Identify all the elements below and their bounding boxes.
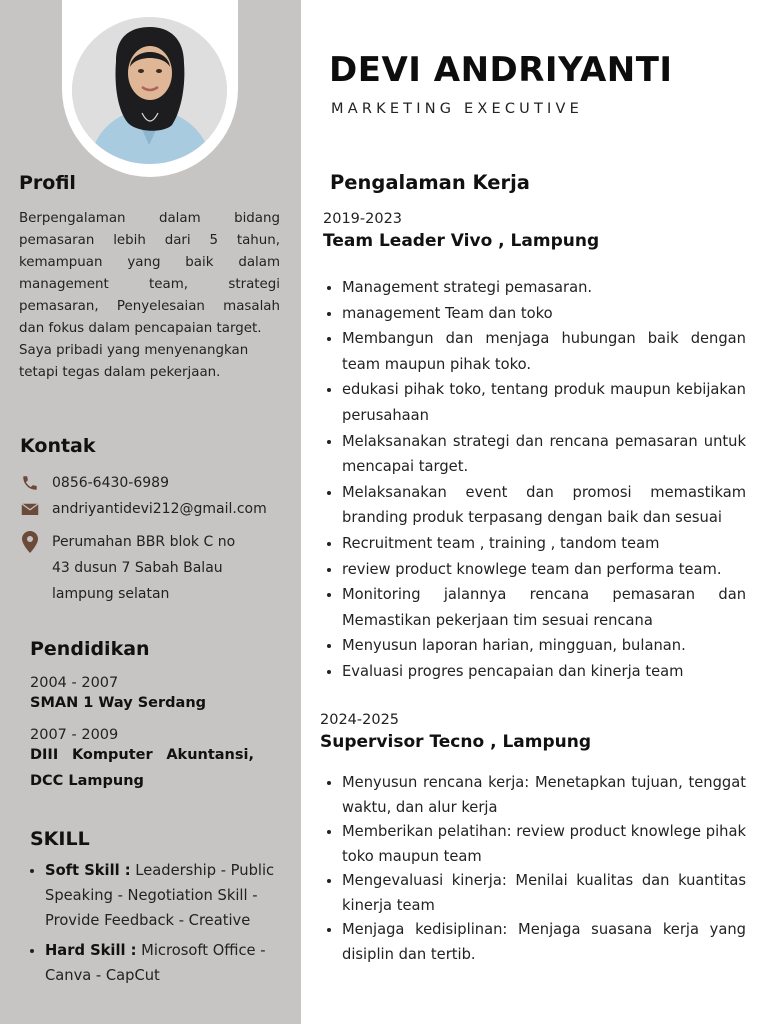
list-item: • Menyusun laporan harian, mingguan, bulanan. [342,633,746,659]
job-title: Supervisor Tecno , Lampung [320,732,592,752]
contact-address-row [19,529,252,607]
list-item: • management Team dan toko [342,301,746,327]
phone-icon [19,470,41,496]
soft-skill-value: Leadership - Public Speaking - Negotiation Skill - Provide Feedback - Creative [45,862,275,929]
hard-skill-value: Microsoft Office - Canva - CapCut [45,942,266,984]
address: Perumahan BBR blok C no 43 dusun 7 Sabah Balau lampung selatan [52,534,236,602]
list-item: • Melaksanakan event dan promosi memastikam branding produk terpasang dengan baik dan sesuai [342,480,746,531]
list-item: • Membangun dan menjaga hubungan baik dengan team maupun pihak toko. [342,326,746,377]
list-item: • Mengevaluasi kinerja: Menilai kualitas dan kuantitas kinerja team [342,869,746,918]
experience-heading: Pengalaman Kerja [330,171,530,194]
profile-summary [19,208,280,384]
education-years: 2007 - 2009 [30,727,119,743]
phone-number[interactable]: 0856-6430-6989 [52,475,169,491]
list-item: • Management strategi pemasaran. [342,275,746,301]
job-title: Team Leader Vivo , Lampung [323,231,600,251]
education-heading: Pendidikan [30,638,150,660]
contact-heading: Kontak [20,435,96,457]
full-name: DEVI ANDRIYANTI [329,50,673,90]
profile-heading: Profil [19,172,76,194]
list-item: • Melaksanakan strategi dan rencana pemasaran untuk mencapai target. [342,429,746,480]
list-item: • review product knowlege team dan performa team. [342,557,746,583]
skill-list [24,858,307,993]
list-item: • Menjaga kedisiplinan: Menjaga suasana kerja yang disiplin dan tertib. [342,918,746,967]
list-item: • Menyusun rencana kerja: Menetapkan tujuan, tenggat waktu, dan alur kerja [342,771,746,820]
contact-phone-row [19,470,264,496]
list-item: • Recruitment team , training , tandom team [342,531,746,557]
mail-icon [19,496,41,522]
job-years: 2024-2025 [320,712,400,728]
job-duties-list [320,771,746,967]
contact-email-row [19,496,267,522]
education-school: DCC Lampung [30,773,144,789]
list-item [45,938,307,988]
education-school: DIII Komputer Akuntansi, [30,747,254,763]
job-duties-list [320,275,746,685]
list-item: • Memberikan pelatihan: review product knowlege pihak toko maupun team [342,820,746,869]
education-years: 2004 - 2007 [30,675,119,691]
list-item: • edukasi pihak toko, tentang produk maupun kebijakan perusahaan [342,377,746,428]
profile-paragraph: Saya pribadi yang menyenangkan tetapi tegas dalam pekerjaan. [19,343,249,380]
profile-paragraph: Berpengalaman dalam bidang pemasaran lebih dari 5 tahun, kemampuan yang baik dalam management team, strategi pemasaran, Penyelesaian masalah dan fokus dalam pencapaian target. [19,211,280,336]
email-address[interactable]: andriyantidevi212@gmail.com [52,501,267,517]
profile-photo [72,17,227,164]
job-role: MARKETING EXECUTIVE [331,101,584,117]
hard-skill-label: Hard Skill : [45,942,137,959]
soft-skill-label: Soft Skill : [45,862,131,879]
list-item: • Evaluasi progres pencapaian dan kinerja team [342,659,746,685]
skill-heading: SKILL [30,828,90,850]
list-item: • Monitoring jalannya rencana pemasaran dan Memastikan pekerjaan tim sesuai rencana [342,582,746,633]
location-pin-icon [19,529,41,555]
list-item [45,858,307,933]
job-years: 2019-2023 [323,211,403,227]
education-school: SMAN 1 Way Serdang [30,695,207,711]
